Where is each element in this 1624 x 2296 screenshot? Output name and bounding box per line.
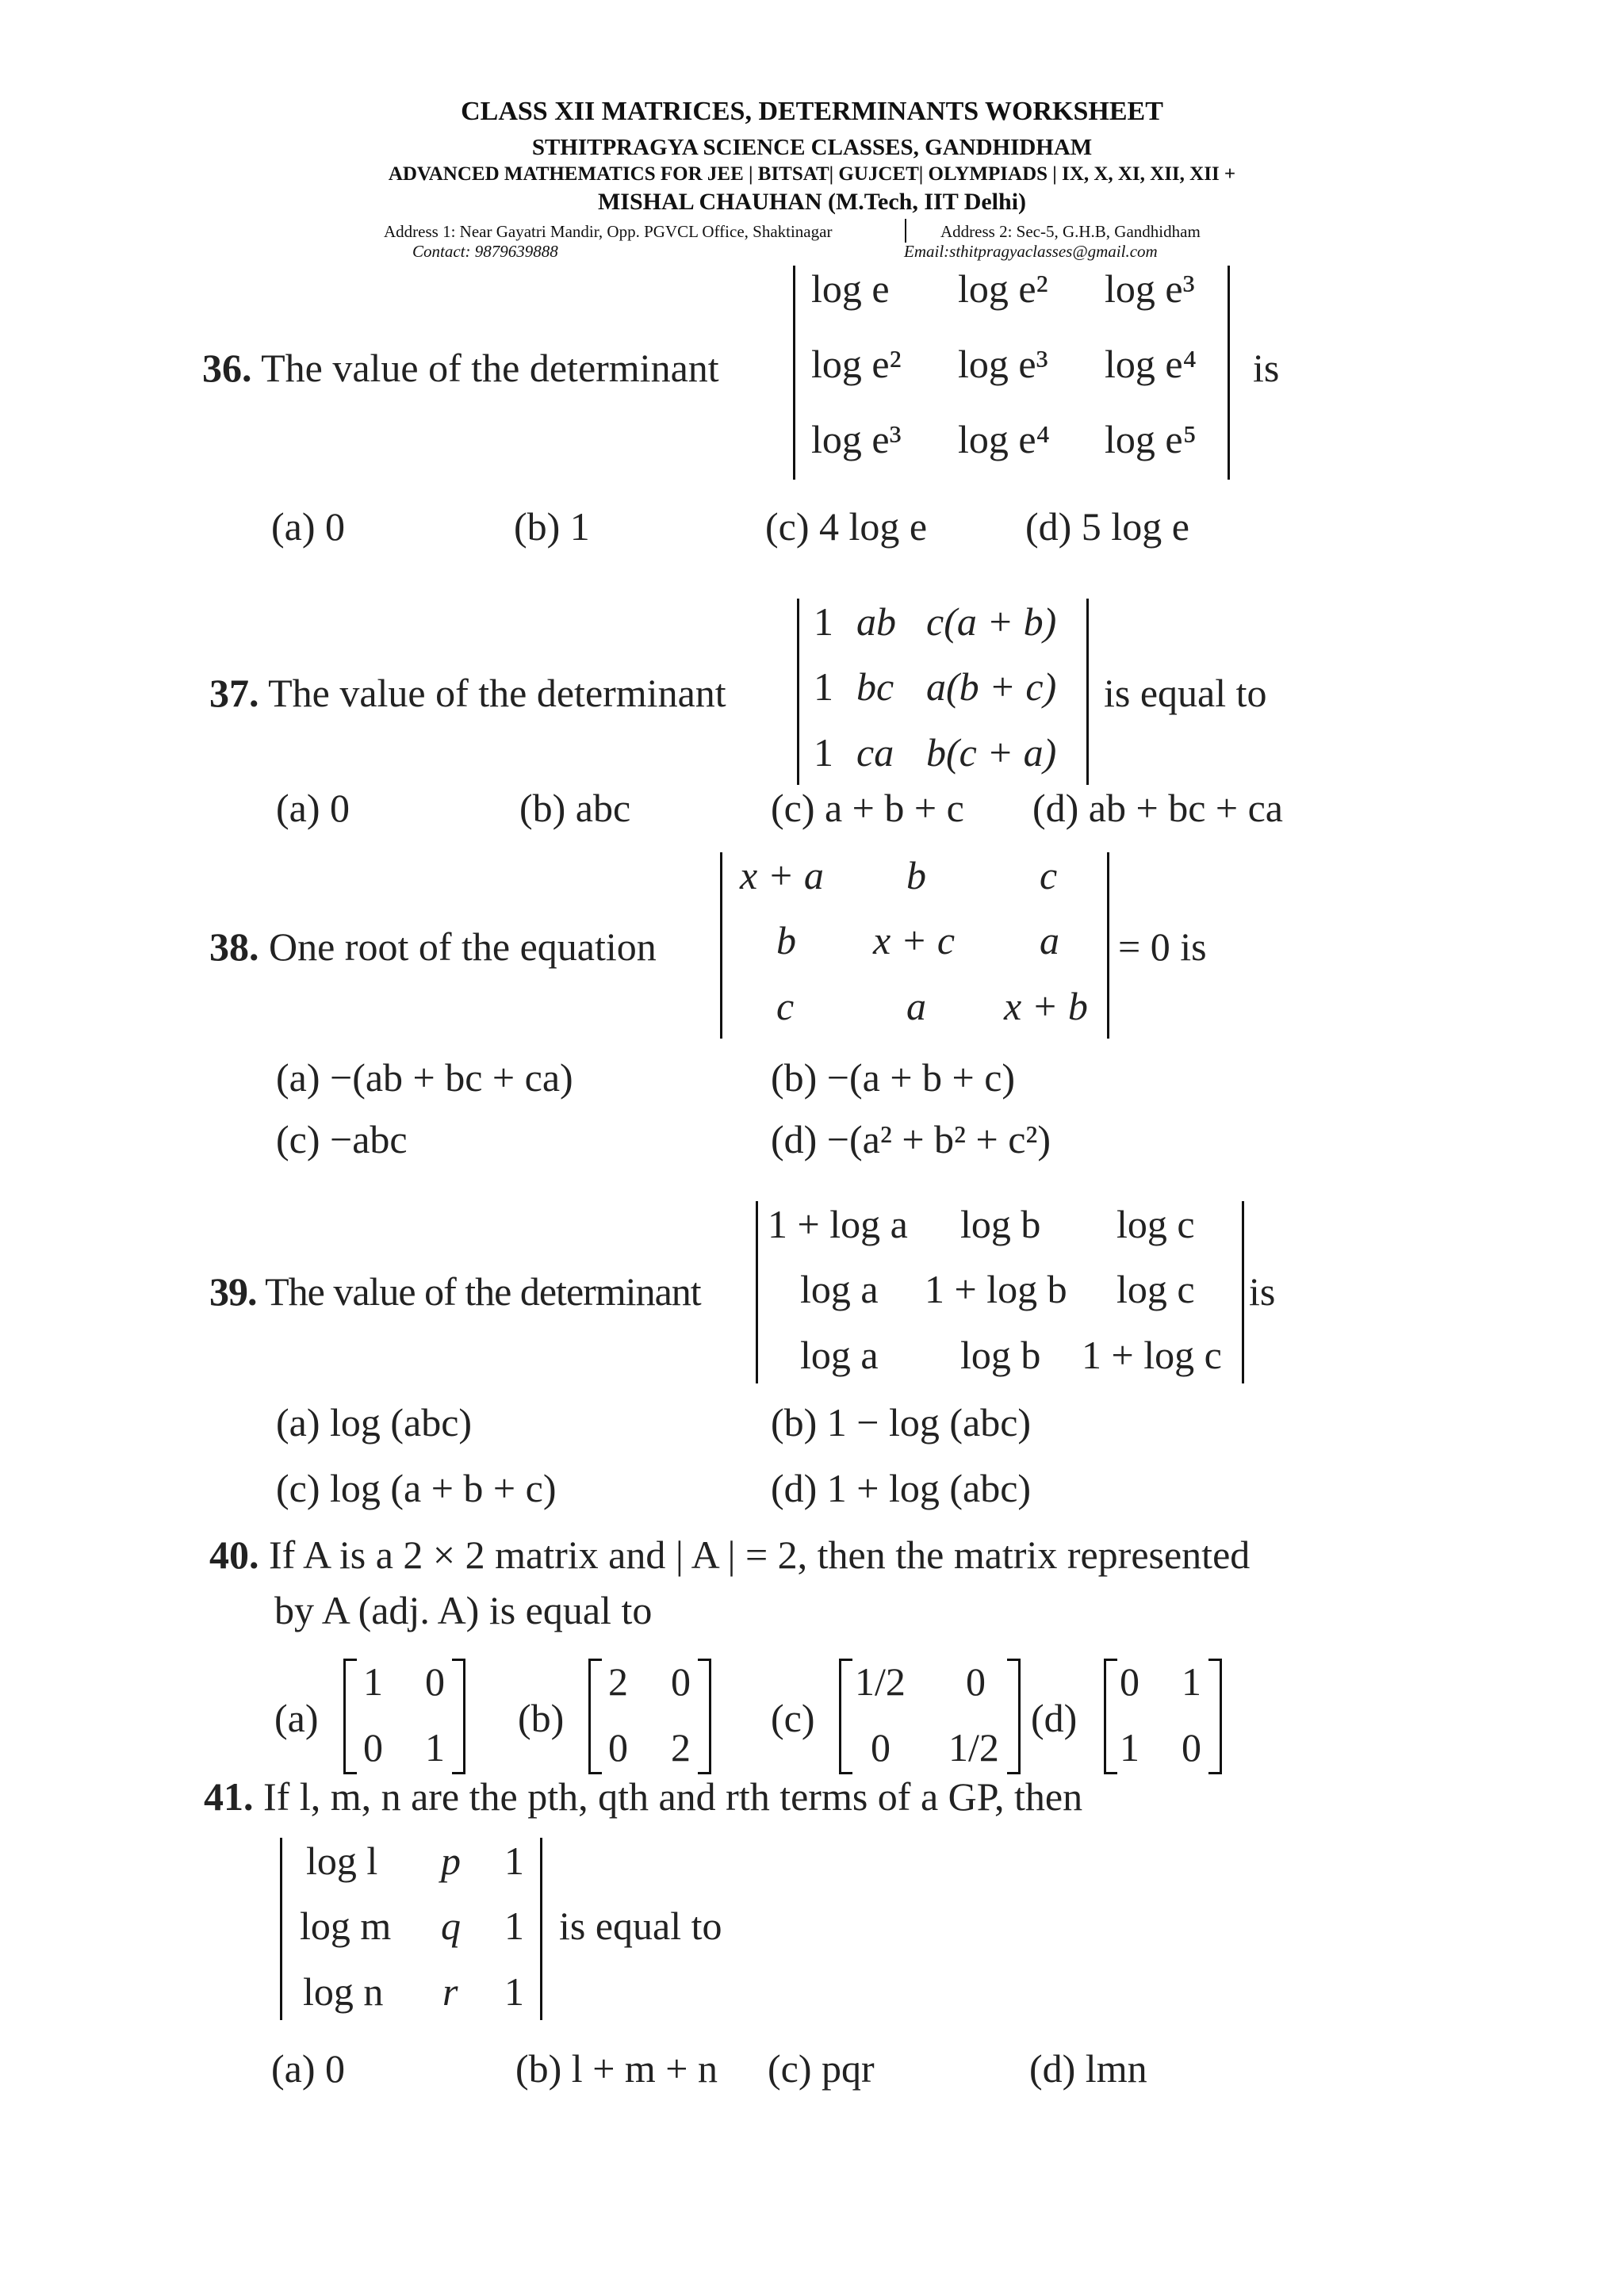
matrix-cell: 1	[363, 1659, 383, 1704]
address-1: Address 1: Near Gayatri Mandir, Opp. PGVCL Office, Shaktinagar	[384, 222, 833, 241]
matrix-cell: 0	[425, 1659, 445, 1704]
matrix-bracket	[452, 1659, 465, 1774]
det-cell: 1	[504, 1969, 524, 2014]
det-cell: c(a + b)	[926, 599, 1057, 644]
det-cell: x + c	[873, 918, 956, 962]
option-c: (c) log (a + b + c)	[276, 1466, 557, 1510]
matrix-cell: 0	[966, 1659, 986, 1704]
tagline: ADVANCED MATHEMATICS FOR JEE | BITSAT| GUJCET| OLYMPIADS | IX, X, XI, XII, XII +	[388, 163, 1236, 185]
det-cell: q	[441, 1904, 461, 1948]
question-36	[202, 345, 719, 391]
det-cell: log e⁴	[958, 417, 1051, 461]
det-cell: a	[1040, 918, 1059, 962]
question-number: 41.	[204, 1774, 254, 1819]
det-cell: log e⁵	[1105, 417, 1197, 461]
question-stem-line2: by A (adj. A) is equal to	[274, 1588, 653, 1632]
det-cell: 1	[504, 1904, 524, 1948]
question-41	[204, 1774, 1082, 1820]
matrix-cell: 0	[1182, 1725, 1201, 1770]
determinant-41	[280, 1838, 542, 2020]
det-cell: b	[776, 918, 796, 962]
question-stem: If l, m, n are the pth, qth and rth terms of a GP, then	[263, 1774, 1083, 1819]
matrix-cell: 1	[425, 1725, 445, 1770]
option-a-label: (a)	[274, 1696, 319, 1740]
det-cell: log b	[960, 1202, 1041, 1246]
matrix-bracket	[839, 1659, 852, 1774]
det-cell: log e	[811, 266, 890, 311]
option-d: (d) 1 + log (abc)	[771, 1466, 1032, 1510]
det-cell: c	[776, 984, 795, 1028]
det-cell: x + b	[1004, 984, 1088, 1028]
det-cell: ab	[856, 599, 896, 644]
option-b: (b) abc	[519, 786, 631, 830]
det-cell: 1	[814, 730, 833, 775]
det-cell: p	[441, 1839, 461, 1883]
option-b: (b) l + m + n	[515, 2046, 718, 2091]
det-cell: 1 + log c	[1082, 1333, 1222, 1377]
worksheet-title: CLASS XII MATRICES, DETERMINANTS WORKSHEET	[461, 97, 1163, 126]
det-cell: log l	[306, 1839, 378, 1883]
contact: Contact: 9879639888	[412, 242, 558, 261]
det-cell: log a	[800, 1333, 879, 1377]
matrix-bracket	[343, 1659, 357, 1774]
question-37	[209, 670, 726, 716]
determinant-39	[756, 1201, 1244, 1383]
det-cell: log e³	[958, 342, 1048, 386]
det-cell: a(b + c)	[926, 664, 1057, 709]
matrix-cell: 1/2	[855, 1659, 906, 1704]
matrix-cell: 0	[363, 1725, 383, 1770]
det-cell: bc	[856, 664, 894, 709]
matrix-bracket	[1208, 1659, 1222, 1774]
option-d: (d) 5 log e	[1025, 504, 1189, 549]
email: Email:sthitpragyaclasses@gmail.com	[904, 242, 1158, 261]
teacher-name: MISHAL CHAUHAN (M.Tech, IIT Delhi)	[597, 189, 1027, 215]
matrix-cell: 0	[871, 1725, 891, 1770]
matrix-bracket	[698, 1659, 711, 1774]
det-cell: log e³	[1105, 266, 1195, 311]
det-cell: log b	[960, 1333, 1041, 1377]
option-c: (c) −abc	[276, 1117, 408, 1161]
det-cell: ca	[856, 730, 894, 775]
question-tail: is equal to	[559, 1904, 722, 1948]
det-cell: a	[906, 984, 926, 1028]
det-cell: r	[442, 1969, 458, 2014]
det-cell: log e⁴	[1105, 342, 1197, 386]
det-cell: x + a	[740, 853, 824, 897]
matrix-cell: 2	[608, 1659, 628, 1704]
question-tail: = 0 is	[1118, 924, 1207, 969]
option-c-label: (c)	[771, 1696, 815, 1740]
option-b: (b) −(a + b + c)	[771, 1055, 1016, 1100]
option-a: (a) 0	[276, 786, 350, 830]
option-d-label: (d)	[1031, 1696, 1078, 1740]
question-number: 38.	[209, 924, 259, 969]
option-a: (a) −(ab + bc + ca)	[276, 1055, 573, 1100]
question-number: 37.	[209, 671, 259, 715]
option-d: (d) −(a² + b² + c²)	[771, 1117, 1051, 1161]
question-38	[209, 924, 657, 970]
question-number: 39.	[209, 1269, 257, 1314]
question-number: 36.	[202, 346, 252, 390]
det-cell: 1 + log a	[768, 1202, 908, 1246]
det-cell: b	[906, 853, 926, 897]
question-stem: The value of the determinant	[268, 671, 726, 715]
det-cell: 1	[814, 599, 833, 644]
institute-name: STHITPRAGYA SCIENCE CLASSES, GANDHIDHAM	[531, 135, 1093, 160]
option-a: (a) 0	[271, 504, 345, 549]
matrix-bracket	[588, 1659, 602, 1774]
address-divider	[905, 219, 906, 243]
det-cell: log c	[1116, 1267, 1195, 1311]
option-b: (b) 1	[514, 504, 590, 549]
det-cell: log e²	[811, 342, 902, 386]
option-d: (d) ab + bc + ca	[1032, 786, 1283, 830]
option-b: (b) 1 − log (abc)	[771, 1400, 1032, 1445]
question-tail: is	[1253, 346, 1280, 390]
question-40	[209, 1532, 1250, 1578]
det-cell: 1	[504, 1839, 524, 1883]
option-a: (a) 0	[271, 2046, 345, 2091]
matrix-cell: 1	[1182, 1659, 1201, 1704]
question-stem: The value of the determinant	[261, 346, 719, 390]
determinant-37	[797, 599, 1089, 785]
determinant-38	[720, 852, 1109, 1039]
matrix-cell: 0	[608, 1725, 628, 1770]
question-tail: is equal to	[1104, 671, 1267, 715]
det-cell: log e³	[811, 417, 902, 461]
question-39	[209, 1269, 701, 1314]
det-cell: 1 + log b	[925, 1267, 1067, 1311]
det-cell: log a	[800, 1267, 879, 1311]
address-2: Address 2: Sec-5, G.H.B, Gandhidham	[940, 222, 1201, 241]
option-c: (c) a + b + c	[771, 786, 964, 830]
matrix-cell: 0	[1120, 1659, 1139, 1704]
det-cell: 1	[814, 664, 833, 709]
question-stem: One root of the equation	[269, 924, 657, 969]
det-cell: log c	[1116, 1202, 1195, 1246]
det-cell: log e²	[958, 266, 1048, 311]
determinant-36	[793, 266, 1230, 480]
option-d: (d) lmn	[1029, 2046, 1147, 2091]
matrix-bracket	[1104, 1659, 1117, 1774]
det-cell: log m	[300, 1904, 392, 1948]
option-b-label: (b)	[518, 1696, 565, 1740]
option-c: (c) pqr	[768, 2046, 875, 2091]
det-cell: log n	[303, 1969, 384, 2014]
question-stem: If A is a 2 × 2 matrix and | A | = 2, then the matrix represented	[269, 1533, 1251, 1577]
det-cell: c	[1040, 853, 1058, 897]
matrix-cell: 2	[671, 1725, 691, 1770]
option-c: (c) 4 log e	[765, 504, 928, 549]
question-tail: is	[1249, 1269, 1276, 1314]
question-number: 40.	[209, 1533, 259, 1577]
option-a: (a) log (abc)	[276, 1400, 473, 1445]
question-stem: The value of the determinant	[265, 1269, 701, 1314]
matrix-bracket	[1007, 1659, 1021, 1774]
det-cell: b(c + a)	[926, 730, 1057, 775]
matrix-cell: 0	[671, 1659, 691, 1704]
matrix-cell: 1	[1120, 1725, 1139, 1770]
matrix-cell: 1/2	[948, 1725, 999, 1770]
